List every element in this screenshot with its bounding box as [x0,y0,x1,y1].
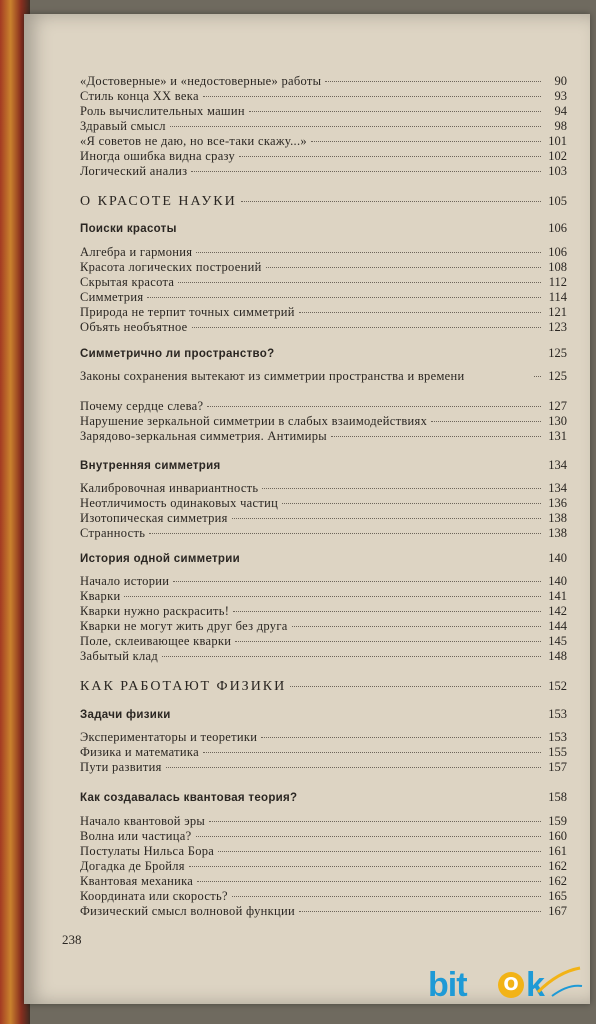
toc-entry-title: Здравый смысл [80,119,166,133]
subsection-title: Внутренняя симметрия [80,460,221,472]
toc-entry-page: 138 [548,511,567,525]
toc-entry-page: 130 [548,414,567,428]
toc-entry-page: 114 [548,290,567,304]
toc-entry-page: 131 [548,429,567,443]
leader-dots [124,596,541,597]
toc-entry-title: Странность [80,526,146,540]
toc-entry-page: 161 [548,844,567,858]
leader-dots [290,686,541,687]
toc-subsection-heading [80,707,567,722]
toc-entry [80,149,567,163]
toc-entry-page: 160 [548,829,567,843]
swoosh-icon [528,962,584,1002]
leader-dots [249,111,541,112]
toc-entry-page: 158 [548,790,567,804]
toc-entry-title: Изотопическая симметрия [80,511,228,525]
toc-entry-page: 134 [548,481,567,495]
toc-entry-title: Логический анализ [80,164,188,178]
leader-dots [192,327,541,328]
power-icon: О [498,972,524,998]
page-number: 238 [62,932,82,947]
leader-dots [196,836,542,837]
toc-entry-title: Симметрия [80,290,144,304]
toc-entry [80,619,567,633]
leader-dots [299,312,541,313]
toc-entry-page: 136 [548,496,567,510]
toc-entry [80,89,567,103]
leader-dots [239,156,541,157]
section-title: КАК РАБОТАЮТ ФИЗИКИ [80,679,287,694]
toc-entry [80,604,567,618]
leader-dots [331,436,541,437]
toc-entry-page: 165 [548,889,567,903]
subsection-title: Симметрично ли пространство? [80,348,275,360]
toc-entry-page: 112 [548,275,567,289]
book-page [24,14,590,1004]
toc-entry [80,874,567,888]
toc-entry-page: 108 [548,260,567,274]
toc-entry-page: 153 [548,707,567,721]
toc-entry [80,74,567,88]
toc-entry-page: 148 [548,649,567,663]
leader-dots [261,737,541,738]
leader-dots [262,488,541,489]
leader-dots [197,881,541,882]
toc-section-heading [80,679,567,694]
toc-entry [80,745,567,759]
toc-subsection-heading [80,458,567,473]
leader-space [225,465,541,466]
toc-entry-title: Физика и математика [80,745,199,759]
toc-entry-page: 125 [548,346,567,360]
toc-entry-page: 142 [548,604,567,618]
section-title: О КРАСОТЕ НАУКИ [80,194,237,209]
toc-entry-title: Забытый клад [80,649,159,663]
toc-entry-title: Физический смысл волновой функции [80,904,295,918]
toc-entry-page: 162 [548,874,567,888]
leader-dots [266,267,541,268]
watermark-suffix: k [526,966,544,1004]
toc-entry-title: Алгебра и гармония [80,245,193,259]
toc-entry-title: Пути развития [80,760,162,774]
toc-entry-title: Объять необъятное [80,320,188,334]
toc-entry-title: Начало истории [80,574,170,588]
toc-entry-page: 152 [548,679,567,693]
toc-entry-page: 167 [548,904,567,918]
toc-entry-page: 94 [554,104,567,118]
toc-subsection-heading [80,346,567,361]
toc-entry-page: 123 [548,320,567,334]
toc-subsection-heading [80,221,567,236]
toc-entry-page: 138 [548,526,567,540]
toc-entry-page: 157 [548,760,567,774]
toc-entry [80,275,567,289]
leader-dots [207,406,541,407]
leader-dots [147,297,541,298]
toc-entry-page: 155 [548,745,567,759]
leader-dots [170,126,541,127]
subsection-title: Поиски красоты [80,223,177,235]
toc-entry-page: 162 [548,859,567,873]
toc-entry-title: Квантовая механика [80,874,194,888]
toc-entry-title: Координата или скорость? [80,889,228,903]
leader-dots [431,421,541,422]
toc-entry-title: Красота логических построений [80,260,262,274]
toc-entry-title: Начало квантовой эры [80,814,206,828]
leader-dots [203,96,541,97]
toc-entry [80,104,567,118]
toc-entry-title: «Достоверные» и «недостоверные» работы [80,74,322,88]
leader-dots [162,656,541,657]
toc-entry-title: Поле, склеивающее кварки [80,634,232,648]
leader-dots [299,911,541,912]
toc-entry-title: Скрытая красота [80,275,175,289]
toc-entry-page: 127 [548,399,567,413]
leader-space [181,228,541,229]
watermark-text: bit [428,966,467,1004]
toc-entry-page: 153 [548,730,567,744]
toc-entry [80,164,567,178]
leader-dots [325,81,541,82]
toc-entry [80,649,567,663]
toc-entry [80,829,567,843]
leader-space [301,797,541,798]
toc-entry [80,305,567,319]
toc-entry-title: «Я советов не даю, но все-таки скажу...» [80,134,307,148]
toc-entry-page: 145 [548,634,567,648]
toc-entry-page: 105 [548,194,567,208]
leader-dots [218,851,541,852]
leader-dots [196,252,541,253]
toc-entry-page: 141 [548,589,567,603]
toc-entry [80,481,567,495]
toc-entry [80,399,567,413]
toc-entry-title: Постулаты Нильса Бора [80,844,215,858]
toc-entry [80,844,567,858]
toc-entry-page: 134 [548,458,567,472]
toc-entry [80,814,567,828]
toc-entry-title: Законы сохранения вытекают из симметрии пространства и времени [80,369,465,383]
toc-entry-page: 140 [548,574,567,588]
toc-entry-page: 125 [548,369,567,383]
toc-entry-page: 90 [554,74,567,88]
subsection-title: Задачи физики [80,709,171,721]
toc-subsection-heading [80,551,567,566]
toc-subsection-heading [80,790,567,805]
leader-dots [189,866,541,867]
toc-entry [80,369,567,383]
toc-section-heading [80,194,567,209]
toc-entry [80,245,567,259]
leader-dots [173,581,541,582]
leader-dots [292,626,541,627]
toc-entry-title: Иногда ошибка видна сразу [80,149,236,163]
toc-entry-title: Кварки нужно раскрасить! [80,604,230,618]
toc-entry [80,859,567,873]
toc-entry-title: Неотличимость одинаковых частиц [80,496,279,510]
leader-dots [203,752,541,753]
leader-dots [311,141,541,142]
toc-entry [80,260,567,274]
toc-entry [80,511,567,525]
toc-entry-page: 140 [548,551,567,565]
toc-entry-title: Волна или частица? [80,829,192,843]
toc-entry-title: Почему сердце слева? [80,399,204,413]
leader-dots [235,641,541,642]
leader-space [278,353,541,354]
toc-entry [80,889,567,903]
toc-entry-title: Кварки не могут жить друг без друга [80,619,288,633]
toc-entry-title: Роль вычислительных машин [80,104,245,118]
subsection-title: История одной симметрии [80,553,240,565]
toc-entry-page: 103 [548,164,567,178]
toc-entry [80,119,567,133]
leader-space [244,558,541,559]
leader-dots [282,503,541,504]
leader-dots [209,821,541,822]
toc-entry-title: Калибровочная инвариантность [80,481,259,495]
toc-entry [80,634,567,648]
toc-entry [80,589,567,603]
leader-dots [534,376,541,377]
toc-entry-title: Зарядово-зеркальная симметрия. Антимиры [80,429,327,443]
toc-entry-title: Догадка де Бройля [80,859,185,873]
table-of-contents [24,14,590,1004]
toc-entry [80,574,567,588]
toc-entry [80,414,567,428]
toc-entry-page: 121 [548,305,567,319]
leader-dots [166,767,541,768]
toc-entry-page: 101 [548,134,567,148]
toc-entry-page: 102 [548,149,567,163]
toc-entry-page: 98 [554,119,567,133]
toc-entry-page: 144 [548,619,567,633]
toc-entry [80,760,567,774]
toc-entry [80,429,567,443]
toc-entry-title: Природа не терпит точных симметрий [80,305,295,319]
toc-entry-title: Экспериментаторы и теоретики [80,730,258,744]
toc-entry [80,526,567,540]
toc-entry-page: 159 [548,814,567,828]
toc-entry-page: 93 [554,89,567,103]
leader-dots [233,611,541,612]
leader-space [175,714,541,715]
toc-entry [80,134,567,148]
toc-entry [80,904,567,918]
leader-dots [178,282,541,283]
leader-dots [232,896,541,897]
toc-entry-page: 106 [548,221,567,235]
toc-entry-title: Нарушение зеркальной симметрии в слабых взаимодействиях [80,414,428,428]
toc-entry [80,496,567,510]
toc-entry-title: Стиль конца XX века [80,89,199,103]
toc-entry [80,730,567,744]
subsection-title: Как создавалась квантовая теория? [80,792,298,804]
toc-entry-page: 106 [548,245,567,259]
leader-dots [191,171,541,172]
watermark-logo [428,958,588,1010]
toc-entry-title: Кварки [80,589,121,603]
toc-entry [80,320,567,334]
toc-entry [80,290,567,304]
leader-dots [232,518,541,519]
leader-dots [149,533,541,534]
leader-dots [241,201,541,202]
